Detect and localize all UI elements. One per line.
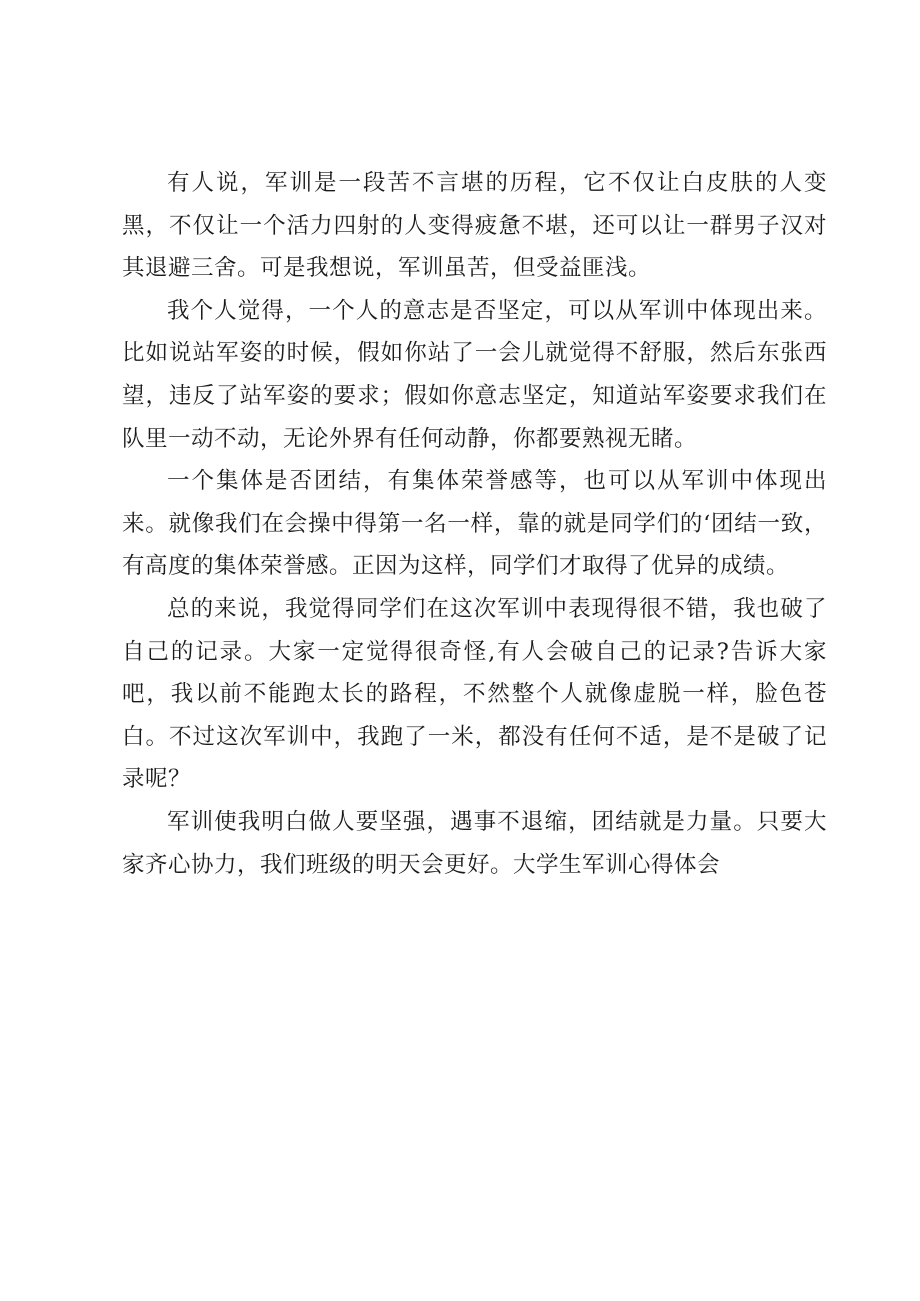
paragraph-4: 总的来说，我觉得同学们在这次军训中表现得很不错，我也破了自己的记录。大家一定觉得很奇怪,有人会破自己的记录?告诉大家吧，我以前不能跑太长的路程，不然整个人就像虚脱一样，脸色苍白。不过这次军训中，我跑了一米，都没有任何不适，是不是破了记录呢？ (122, 595, 827, 793)
paragraph-2: 我个人觉得，一个人的意志是否坚定，可以从军训中体现出来。比如说站军姿的时候，假如你站了一会儿就觉得不舒服，然后东张西望，违反了站军姿的要求；假如你意志坚定，知道站军姿要求我们在队里一动不动，无论外界有任何动静，你都要熟视无睹。 (122, 297, 827, 452)
paragraph-1: 有人说，军训是一段苦不言堪的历程，它不仅让白皮肤的人变黑，不仅让一个活力四射的人变得疲惫不堪，还可以让一群男子汉对其退避三舍。可是我想说，军训虽苦，但受益匪浅。 (122, 170, 827, 282)
document-body (122, 162, 827, 886)
paragraph-5: 军训使我明白做人要坚强，遇事不退缩，团结就是力量。只要大家齐心协力，我们班级的明天会更好。大学生军训心得体会 (122, 808, 827, 878)
paragraph-3: 一个集体是否团结，有集体荣誉感等，也可以从军训中体现出来。就像我们在会操中得第一名一样，靠的就是同学们的‘团结一致，有高度的集体荣誉感。正因为这样，同学们才取得了优异的成绩。 (122, 468, 827, 580)
